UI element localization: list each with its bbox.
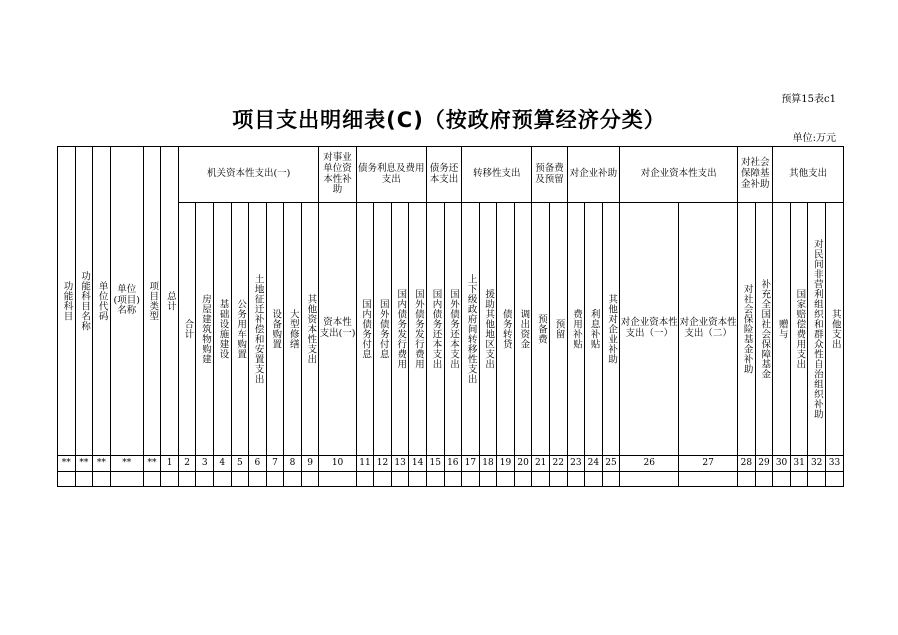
number-cell: 23: [567, 456, 585, 472]
number-cell: 9: [301, 456, 319, 472]
col-header: 其他资本性支出: [301, 203, 319, 456]
number-cell: 12: [374, 456, 392, 472]
number-cell: 8: [284, 456, 302, 472]
number-cell: 10: [319, 456, 356, 472]
page-title: 项目支出明细表(C)（按政府预算经济分类）: [232, 108, 666, 132]
col-header: 单位代码: [93, 147, 111, 456]
number-cell: 3: [196, 456, 214, 472]
number-cell: 6: [249, 456, 267, 472]
group-header: 对社会保障基金补助: [738, 147, 773, 203]
col-header: 大型修缮: [284, 203, 302, 456]
col-header: 房屋建筑物购建: [196, 203, 214, 456]
col-header: 调出资金: [514, 203, 532, 456]
col-header: 其他支出: [825, 203, 843, 456]
col-header: 利息补贴: [585, 203, 603, 456]
number-cell: 18: [479, 456, 497, 472]
number-cell: 31: [790, 456, 808, 472]
number-cell: 32: [808, 456, 826, 472]
col-header: 上下级政府间转移性支出: [462, 203, 480, 456]
col-header: 对企业资本性支出（一）: [620, 203, 679, 456]
col-header: 债务转贷: [497, 203, 515, 456]
col-header: 国外债务付息: [374, 203, 392, 456]
col-header: 功能科目: [58, 147, 76, 456]
number-cell: **: [58, 456, 76, 472]
group-header: 债务利息及费用支出: [356, 147, 426, 203]
number-cell: 17: [462, 456, 480, 472]
col-header: 国内债务还本支出: [426, 203, 444, 456]
col-header: 基础设施建设: [214, 203, 232, 456]
number-cell: **: [75, 456, 93, 472]
group-header: 债务还本支出: [426, 147, 461, 203]
number-cell: 4: [214, 456, 232, 472]
col-header: 国外债务发行费用: [409, 203, 427, 456]
number-cell: 29: [755, 456, 773, 472]
col-header: 国家赔偿费用支出: [790, 203, 808, 456]
col-header: 补充全国社会保障基金: [755, 203, 773, 456]
number-cell: 26: [620, 456, 679, 472]
number-cell: 28: [738, 456, 756, 472]
number-cell: 16: [444, 456, 462, 472]
empty-data-row: [58, 472, 844, 487]
group-header: 对事业单位资本性补助: [319, 147, 356, 203]
group-header: 对企业资本性支出: [620, 147, 738, 203]
group-header-row: [58, 147, 844, 203]
group-header: 其他支出: [773, 147, 844, 203]
col-header: 项目类型: [143, 147, 161, 456]
number-cell: 25: [602, 456, 620, 472]
number-cell: 15: [426, 456, 444, 472]
col-header: 总计: [161, 147, 179, 456]
number-cell: 27: [679, 456, 738, 472]
group-header: 对企业补助: [567, 147, 620, 203]
number-cell: 5: [231, 456, 249, 472]
col-header: 援助其他地区支出: [479, 203, 497, 456]
col-header: 对企业资本性支出（二）: [679, 203, 738, 456]
number-cell: **: [143, 456, 161, 472]
col-header: 单位(项目)名称: [110, 147, 143, 456]
budget-table: [57, 146, 844, 487]
number-cell: 13: [391, 456, 409, 472]
table-code: 预算15表c1: [781, 94, 836, 105]
col-header: 公务用车购置: [231, 203, 249, 456]
group-header: 预备费及预留: [532, 147, 567, 203]
col-header: 国内债务发行费用: [391, 203, 409, 456]
col-header: 其他对企业补助: [602, 203, 620, 456]
col-header: 预留: [549, 203, 567, 456]
col-header: 国外债务还本支出: [444, 203, 462, 456]
number-cell: 20: [514, 456, 532, 472]
col-header: 设备购置: [266, 203, 284, 456]
number-cell: 11: [356, 456, 374, 472]
number-cell: 7: [266, 456, 284, 472]
col-header: 国内债务付息: [356, 203, 374, 456]
group-header: 转移性支出: [462, 147, 532, 203]
col-header: 赠与: [773, 203, 791, 456]
col-header: 土地征迁补偿和安置支出: [249, 203, 267, 456]
number-cell: 24: [585, 456, 603, 472]
number-cell: 19: [497, 456, 515, 472]
col-header: 资本性支出(一): [319, 203, 356, 456]
unit-label: 单位:万元: [792, 133, 836, 144]
number-cell: 30: [773, 456, 791, 472]
number-cell: 21: [532, 456, 550, 472]
col-header: 合计: [178, 203, 196, 456]
col-header: 费用补贴: [567, 203, 585, 456]
col-header: 对民间非营利组织和群众性自治组织补助: [808, 203, 826, 456]
col-header: 对社会保险基金补助: [738, 203, 756, 456]
number-cell: 2: [178, 456, 196, 472]
number-cell: 22: [549, 456, 567, 472]
number-cell: 1: [161, 456, 179, 472]
group-header: 机关资本性支出(一): [178, 147, 319, 203]
col-header: 预备费: [532, 203, 550, 456]
number-cell: **: [93, 456, 111, 472]
number-cell: 33: [825, 456, 843, 472]
col-header: 功能科目名称: [75, 147, 93, 456]
number-cell: **: [110, 456, 143, 472]
number-cell: 14: [409, 456, 427, 472]
column-number-row: [58, 456, 844, 472]
